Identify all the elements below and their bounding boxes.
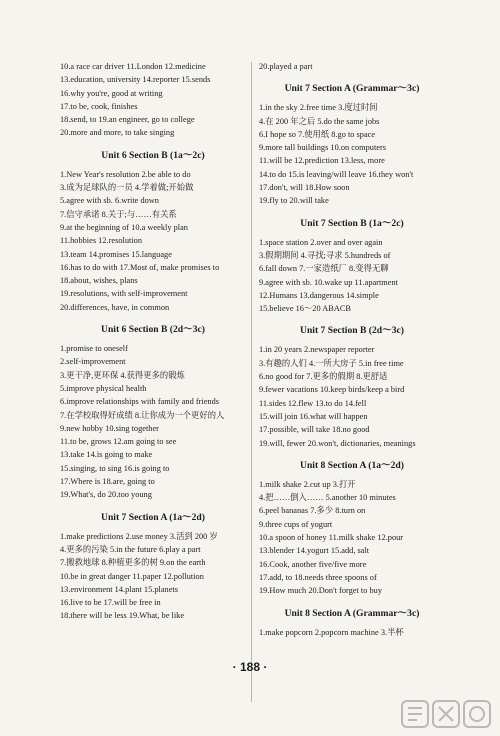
right-answer-line: 3.假期期间 4.寻找;寻求 5.hundreds of bbox=[259, 250, 391, 260]
right-answer-line: 12.Humans 13.dangerous 14.simple bbox=[259, 290, 379, 300]
left-answer-line: 5.agree with sb. 6.write down bbox=[60, 196, 159, 206]
right-answer-line: 9.agree with sb. 10.wake up 11.apartment bbox=[259, 277, 398, 287]
left-answer-line: 18.there will be less 19.What, be like bbox=[60, 611, 185, 621]
watermark-logo-icon bbox=[400, 698, 492, 732]
right-answer-line: 1.space station 2.over and over again bbox=[259, 237, 383, 247]
left-section-heading: Unit 7 Section A (1a～2d) bbox=[101, 511, 205, 523]
left-answer-line: 7.搬救地球 8.种植更多的树 9.on the earth bbox=[60, 558, 206, 568]
right-section-heading: Unit 7 Section B (2d～3c) bbox=[300, 325, 404, 337]
right-answer-line: 11.will be 12.prediction 13.less, more bbox=[259, 156, 385, 166]
right-answer-line: 16.Cook, another five/five more bbox=[259, 559, 367, 569]
left-answer-line: 13.environment 14.plant 15.planets bbox=[60, 584, 178, 594]
left-answer-line: 17.Where is 18.are, going to bbox=[60, 477, 155, 487]
left-answer-line: 17.to be, cook, finishes bbox=[60, 101, 138, 111]
left-answer-line: 10.a race car driver 11.London 12.medicine bbox=[60, 62, 206, 71]
right-answer-line: 1.make popcorn 2.popcorn machine 3.半杯 bbox=[259, 627, 404, 637]
right-answer-line: 17.don't, will 18.How soon bbox=[259, 183, 350, 193]
right-answer-line: 17.possible, will take 18.no good bbox=[259, 425, 370, 435]
left-answer-line: 1.make predictions 2.use money 3.活到 200 岁 bbox=[60, 531, 218, 541]
left-answer-line: 9.new hobby 10.sing together bbox=[60, 423, 159, 433]
right-answer-line: 10.a spoon of honey 11.milk shake 12.pour bbox=[259, 533, 404, 543]
right-answer-line: 6.no good for 7.更多的假期 8.更舒适 bbox=[259, 372, 388, 382]
right-answer-line: 9.more tall buildings 10.on computers bbox=[259, 143, 387, 153]
right-answer-line: 1.in 20 years 2.newspaper reporter bbox=[259, 345, 375, 355]
left-answer-line: 18.send, to 19.an engineer, go to college bbox=[60, 115, 195, 125]
left-answer-line: 1.promise to oneself bbox=[60, 344, 128, 354]
left-answer-line: 15.singing, to sing 16.is going to bbox=[60, 463, 170, 473]
page-number: · 188 · bbox=[232, 660, 268, 674]
left-answer-line: 7.在学校取得好成绩 8.让你成为一个更好的人 bbox=[60, 410, 225, 420]
left-answer-line: 16.why you're, good at writing bbox=[60, 88, 163, 98]
left-answer-line: 10.be in great danger 11.paper 12.pollution bbox=[60, 571, 204, 581]
left-answer-line: 4.更多的污染 5.in the future 6.play a part bbox=[60, 544, 201, 554]
right-answer-line: 9.three cups of yogurt bbox=[259, 519, 333, 529]
right-answer-line: 6.fall down 7.一家造纸厂 8.变得无聊 bbox=[259, 264, 389, 274]
left-answer-line: 11.hobbies 12.resolution bbox=[60, 236, 142, 246]
right-section-heading: Unit 7 Section B (1a～2c) bbox=[300, 217, 404, 229]
right-answer-line: 19.How much 20.Don't forget to buy bbox=[259, 586, 383, 596]
right-answer-line: 11.sides 12.flew 13.to do 14.fell bbox=[259, 398, 367, 408]
right-answer-line: 19.fly to 20.will take bbox=[259, 196, 329, 206]
right-section-heading: Unit 8 Section A (Grammar～3c) bbox=[284, 607, 420, 619]
left-answer-line: 13.education, university 14.reporter 15.sends bbox=[60, 75, 211, 85]
left-section-heading: Unit 6 Section B (2d～3c) bbox=[101, 324, 205, 336]
left-section-heading: Unit 6 Section B (1a～2c) bbox=[101, 149, 205, 161]
left-answer-line: 16.live to be 17.will be free in bbox=[60, 598, 161, 608]
column-divider bbox=[251, 62, 252, 702]
left-answer-line: 19.resolutions, with self-improvement bbox=[60, 289, 188, 299]
right-answer-line: 4.在 200 年之后 5.do the same jobs bbox=[259, 116, 380, 126]
right-answer-line: 6.peel bananas 7.多少 8.turn on bbox=[259, 506, 366, 516]
left-answer-line: 3.更干净,更环保 4.获得更多的锻炼 bbox=[60, 370, 185, 380]
right-answer-line: 19.will, fewer 20.won't, dictionaries, meanings bbox=[259, 438, 416, 448]
right-answer-line: 15.will join 16.what will happen bbox=[259, 411, 368, 421]
right-answer-line: 3.有趣的人们 4.一所大房子 5.in free time bbox=[259, 358, 404, 368]
right-section-heading: Unit 7 Section A (Grammar～3c) bbox=[284, 83, 420, 95]
right-answer-line: 17.add, to 18.needs three spoons of bbox=[259, 572, 377, 582]
left-answer-line: 6.improve relationships with family and friends bbox=[60, 397, 220, 407]
left-answer-line: 11.to be, grows 12.am going to see bbox=[60, 437, 177, 447]
left-answer-line: 19.What's, do 20.too young bbox=[60, 490, 152, 500]
left-answer-line: 7.信守承诺 8.关于;与……有关系 bbox=[60, 209, 177, 219]
left-answer-line: 16.has to do with 17.Most of, make promises to bbox=[60, 262, 220, 272]
left-answer-line: 20.more and more, to take singing bbox=[60, 128, 175, 138]
right-answer-line: 13.blender 14.yogurt 15.add, salt bbox=[259, 546, 370, 556]
right-section-heading: Unit 8 Section A (1a～2d) bbox=[300, 459, 404, 471]
right-answer-line: 20.played a part bbox=[259, 62, 313, 71]
left-answer-line: 1.New Year's resolution 2.be able to do bbox=[60, 169, 191, 179]
left-answer-line: 2.self-improvement bbox=[60, 357, 126, 367]
left-answer-line: 13.team 14.promises 15.language bbox=[60, 249, 172, 259]
left-answer-line: 18.about, wishes, plans bbox=[60, 276, 138, 286]
right-answer-line: 14.to do 15.is leaving/will leave 16.they won't bbox=[259, 169, 414, 179]
left-answer-column bbox=[60, 60, 246, 623]
right-answer-column bbox=[259, 60, 445, 639]
right-answer-line: 1.milk shake 2.cut up 3.打开 bbox=[259, 479, 356, 489]
right-answer-line: 4.把……倒入…… 5.another 10 minutes bbox=[259, 493, 396, 503]
left-answer-line: 13.take 14.is going to make bbox=[60, 450, 153, 460]
right-answer-line: 9.fewer vacations 10.keep birds/keep a bird bbox=[259, 385, 405, 395]
left-answer-line: 3.成为足球队的一员 4.学着做;开始做 bbox=[60, 183, 194, 193]
right-answer-line: 6.I hope so 7.使用纸 8.go to space bbox=[259, 129, 376, 139]
left-answer-line: 20.differences, have, in common bbox=[60, 302, 170, 312]
right-answer-line: 15.believe 16～20 ABACB bbox=[259, 304, 351, 314]
right-answer-line: 1.in the sky 2.free time 3.度过时间 bbox=[259, 103, 378, 113]
left-answer-line: 9.at the beginning of 10.a weekly plan bbox=[60, 222, 188, 232]
left-answer-line: 5.improve physical health bbox=[60, 383, 147, 393]
